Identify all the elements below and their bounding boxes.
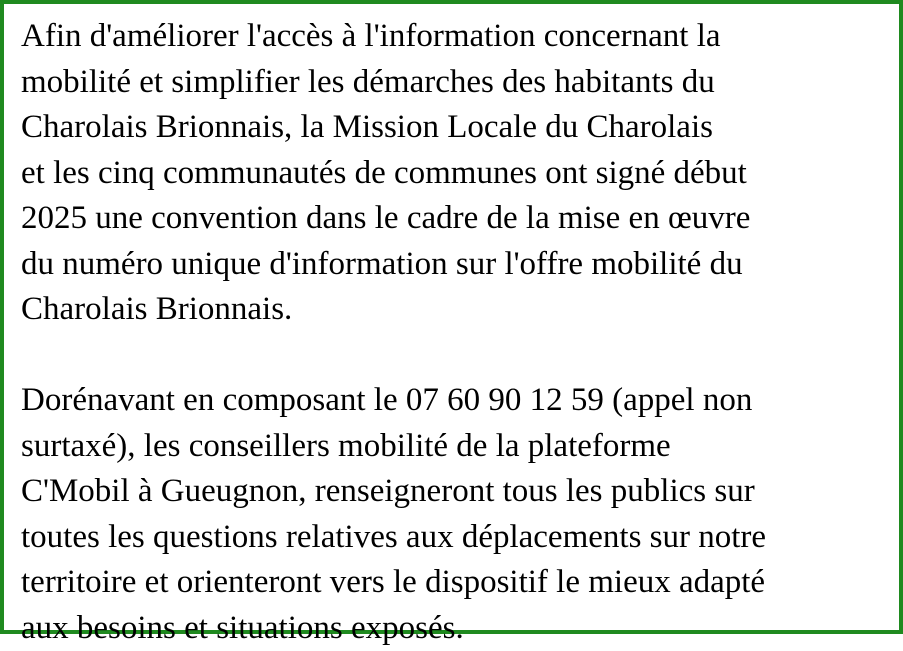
text-line: du numéro unique d'information sur l'offre mobilité du	[21, 242, 901, 288]
text-line: Charolais Brionnais, la Mission Locale du Charolais	[21, 105, 901, 151]
notice-content	[21, 14, 901, 651]
text-line: surtaxé), les conseillers mobilité de la plateforme	[21, 424, 901, 470]
text-line: et les cinq communautés de communes ont signé début	[21, 151, 901, 197]
paragraph-intro	[21, 14, 901, 333]
text-line: territoire et orienteront vers le dispositif le mieux adapté	[21, 560, 901, 606]
paragraph-spacer	[21, 333, 901, 379]
paragraph-contact	[21, 378, 901, 651]
text-line: toutes les questions relatives aux déplacements sur notre	[21, 515, 901, 561]
text-line: mobilité et simplifier les démarches des habitants du	[21, 60, 901, 106]
text-line: 2025 une convention dans le cadre de la mise en œuvre	[21, 196, 901, 242]
text-line: Afin d'améliorer l'accès à l'information concernant la	[21, 14, 901, 60]
text-line: Charolais Brionnais.	[21, 287, 901, 333]
text-line: C'Mobil à Gueugnon, renseigneront tous les publics sur	[21, 469, 901, 515]
text-line: Dorénavant en composant le 07 60 90 12 59 (appel non	[21, 378, 901, 424]
text-line: aux besoins et situations exposés.	[21, 606, 901, 651]
